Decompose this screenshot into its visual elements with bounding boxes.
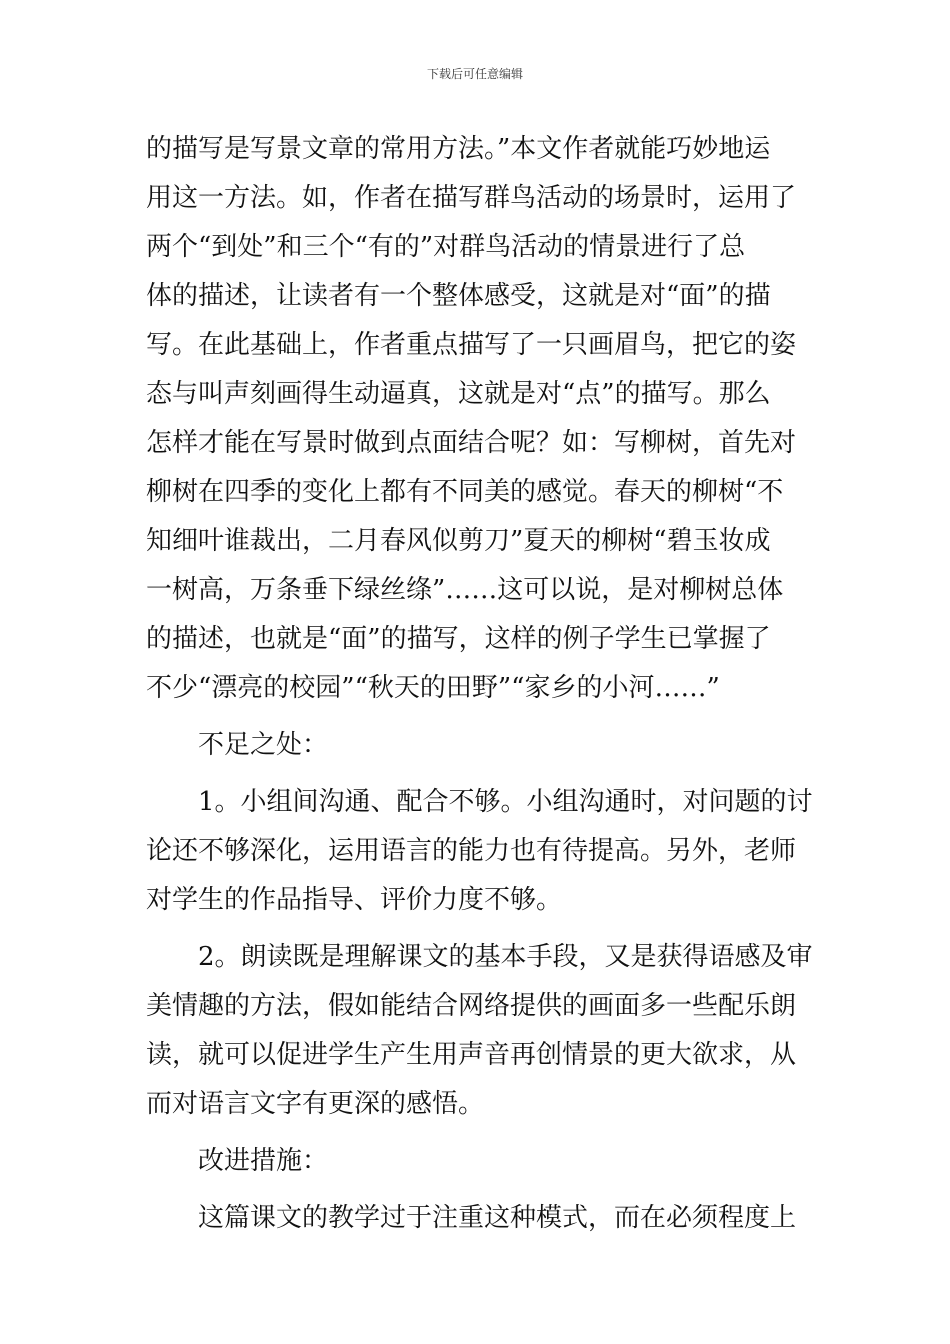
paragraph-line: 体的描述，让读者有一个整体感受，这就是对“面”的描 bbox=[146, 281, 771, 311]
paragraph-line: 用这一方法。如，作者在描写群鸟活动的场景时，运用了 bbox=[146, 183, 797, 213]
paragraph-line: 两个“到处”和三个“有的”对群鸟活动的情景进行了总 bbox=[146, 232, 746, 262]
paragraph-line: 这篇课文的教学过于注重这种模式，而在必须程度上 bbox=[198, 1203, 797, 1233]
section-heading-improvements: 改进措施： bbox=[198, 1146, 329, 1176]
paragraph-line: 态与叫声刻画得生动逼真，这就是对“点”的描写。那么 bbox=[146, 379, 771, 409]
paragraph-line: 柳树在四季的变化上都有不同美的感觉。春天的柳树“不 bbox=[146, 477, 784, 507]
paragraph-line: 知细叶谁裁出，二月春风似剪刀”夏天的柳树“碧玉妆成 bbox=[146, 526, 771, 556]
paragraph-line: 对学生的作品指导、评价力度不够。 bbox=[146, 885, 563, 915]
paragraph-line: 论还不够深化，运用语言的能力也有待提高。另外，老师 bbox=[146, 836, 797, 866]
paragraph-line: 读，就可以促进学生产生用声音再创情景的更大欲求，从 bbox=[146, 1040, 797, 1070]
paragraph-line: 一树高，万条垂下绿丝绦”……这可以说，是对柳树总体 bbox=[146, 575, 784, 605]
section-heading-shortcomings: 不足之处： bbox=[198, 730, 329, 760]
paragraph-line: 而对语言文字有更深的感悟。 bbox=[146, 1089, 485, 1119]
page-header: 下载后可任意编辑 bbox=[426, 67, 523, 81]
paragraph-line: 的描写是写景文章的常用方法。”本文作者就能巧妙地运 bbox=[146, 134, 771, 164]
paragraph-line: 的描述，也就是“面”的描写，这样的例子学生已掌握了 bbox=[146, 624, 771, 654]
paragraph-line: 写。在此基础上，作者重点描写了一只画眉鸟，把它的姿 bbox=[146, 330, 797, 360]
paragraph-line: 1。小组间沟通、配合不够。小组沟通时，对问题的讨 bbox=[198, 787, 813, 817]
paragraph-line: 不少“漂亮的校园”“秋天的田野”“家乡的小河……” bbox=[146, 673, 720, 703]
paragraph-line: 怎样才能在写景时做到点面结合呢？如：写柳树，首先对 bbox=[146, 428, 797, 458]
paragraph-line: 2。朗读既是理解课文的基本手段，又是获得语感及审 bbox=[198, 942, 813, 972]
paragraph-line: 美情趣的方法，假如能结合网络提供的画面多一些配乐朗 bbox=[146, 991, 797, 1021]
document-body bbox=[146, 125, 813, 1243]
